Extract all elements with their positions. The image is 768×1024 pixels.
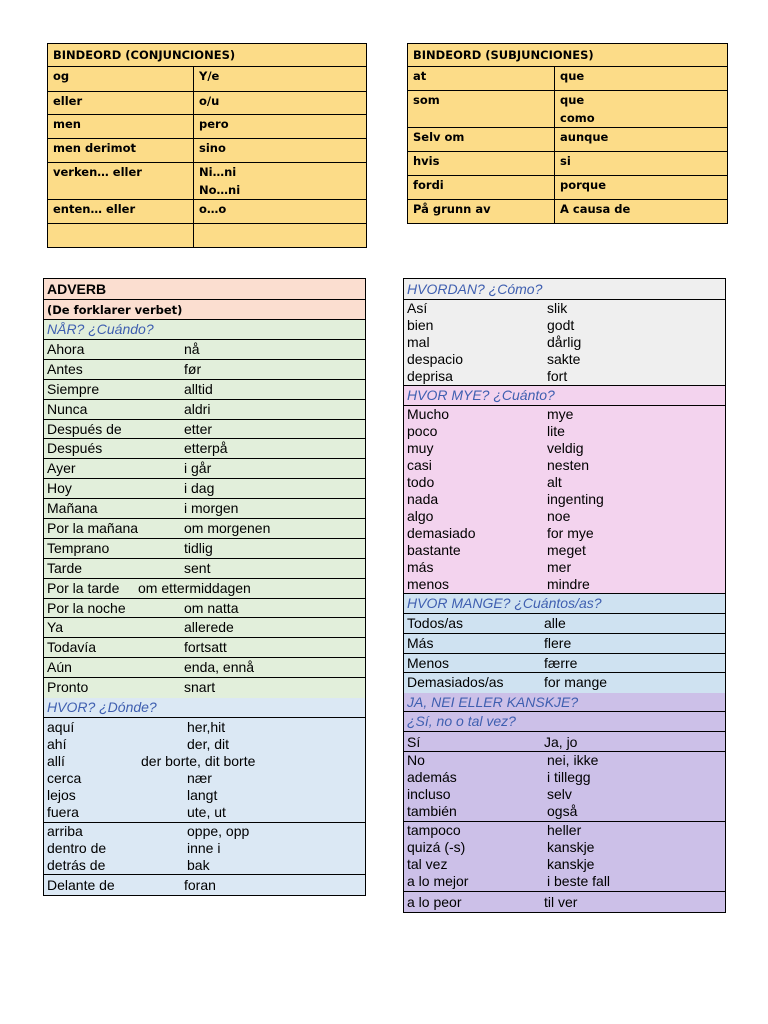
list-item: [407, 873, 722, 890]
term-no: der, dit: [187, 736, 230, 753]
term-no: slik: [547, 300, 568, 316]
list-item: [407, 576, 722, 593]
subjunctions-row: [408, 67, 728, 91]
term-es: Antes: [47, 360, 83, 377]
list-item: [44, 638, 365, 658]
conjunctions-row: [48, 92, 367, 115]
term-es: a lo mejor: [407, 873, 469, 890]
subjunctions-no-cell: [408, 200, 555, 224]
yesno-si-row: [404, 732, 725, 752]
list-item: [407, 822, 722, 839]
list-item: [404, 614, 725, 634]
term-es: poco: [407, 423, 438, 439]
subjunctions-es-text: porque: [560, 178, 607, 192]
where-block-2: [44, 823, 365, 875]
list-item: [407, 525, 722, 542]
term-es: menos: [407, 576, 450, 592]
subjunctions-no-text: fordi: [413, 178, 444, 192]
yesno-last-row: [404, 892, 725, 912]
list-item: [407, 457, 722, 474]
subjunctions-no-cell: [408, 67, 555, 91]
term-es: todo: [407, 474, 435, 490]
term-no: før: [184, 360, 202, 377]
conjunctions-no-text: og: [53, 69, 70, 83]
list-item: [407, 406, 722, 423]
term-es: algo: [407, 508, 434, 524]
term-no: mindre: [547, 576, 590, 592]
yesno-si-es: Sí: [407, 734, 421, 751]
howmuch-header: HVOR MYE? ¿Cuánto?: [404, 386, 725, 406]
howmany-header: HVOR MANGE? ¿Cuántos/as?: [404, 594, 725, 614]
subjunctions-es-text: A causa de: [560, 202, 631, 216]
term-es: Ayer: [47, 460, 76, 477]
conjunctions-es-cell: [194, 67, 367, 92]
term-no: ingenting: [547, 491, 604, 507]
term-es: Así: [407, 300, 428, 316]
term-es: Siempre: [47, 380, 100, 397]
term-no: nå: [184, 341, 200, 357]
term-es: Mucho: [407, 406, 450, 422]
term-no: enda, ennå: [184, 659, 255, 676]
conjunctions-es-text: sino: [199, 141, 226, 155]
list-item: [404, 634, 725, 654]
term-es: Por la tarde: [47, 579, 120, 596]
list-item: [407, 300, 722, 317]
subjunctions-no-text: hvis: [413, 154, 440, 168]
term-no: godt: [547, 317, 575, 333]
list-item: [407, 856, 722, 873]
conjunctions-no-cell: [48, 92, 194, 115]
term-es: incluso: [407, 786, 451, 803]
term-es: Nunca: [47, 400, 88, 417]
term-no: kanskje: [547, 839, 595, 856]
term-es: Todavía: [47, 639, 97, 656]
conjunctions-row: [48, 139, 367, 163]
yesno-si-no: Ja, jo: [544, 734, 578, 751]
subjunctions-row: [408, 152, 728, 176]
conjunctions-es-cell: [194, 224, 367, 248]
list-item: [407, 839, 722, 856]
list-item: [44, 439, 365, 459]
list-item: [44, 459, 365, 479]
term-es: Aún: [47, 659, 72, 676]
term-no: fort: [547, 368, 568, 384]
term-es: Después de: [47, 420, 122, 437]
term-no: nei, ikke: [547, 752, 599, 769]
list-item: [47, 770, 362, 787]
when-header: NÅR? ¿Cuándo?: [44, 320, 365, 340]
list-item: [44, 400, 365, 420]
howmuch-block: [404, 406, 725, 594]
conjunctions-es-text: o/u: [199, 94, 220, 108]
term-no: oppe, opp: [187, 823, 250, 840]
conjunctions-no-cell: [48, 163, 194, 200]
subjunctions-es-cell: [555, 200, 728, 224]
subjunctions-row: [408, 91, 728, 128]
conjunctions-es-cell: [194, 163, 367, 200]
conjunctions-row: [48, 163, 367, 200]
term-es: ahí: [47, 736, 67, 753]
list-item: [407, 752, 722, 769]
where-last-no: foran: [184, 877, 216, 894]
term-es: tampoco: [407, 822, 461, 839]
list-item: [407, 334, 722, 351]
term-no: fortsatt: [184, 639, 227, 656]
term-es: Ya: [47, 619, 64, 636]
term-es: Tarde: [47, 559, 83, 576]
term-es: dentro de: [47, 840, 107, 857]
list-item: [44, 340, 365, 360]
list-item: [407, 474, 722, 491]
subjunctions-row: [408, 200, 728, 224]
conjunctions-no-cell: [48, 200, 194, 224]
list-item: [404, 654, 725, 674]
term-no: lite: [547, 423, 565, 439]
term-no: etter: [184, 420, 213, 437]
list-item: [407, 368, 722, 385]
conjunctions-no-text: verken… eller: [53, 165, 142, 179]
list-item: [47, 753, 362, 770]
list-item: [407, 491, 722, 508]
adverb-list-right: [403, 278, 726, 913]
conjunctions-no-cell: [48, 139, 194, 163]
list-item: [44, 559, 365, 579]
term-no: noe: [547, 508, 571, 524]
adverb-subtitle: (De forklarer verbet): [44, 300, 365, 320]
term-es: Después: [47, 440, 103, 457]
yesno-block-1: [404, 752, 725, 822]
list-item: [44, 380, 365, 400]
list-item: [47, 736, 362, 753]
list-item: [44, 519, 365, 539]
term-es: Mañana: [47, 500, 98, 517]
term-no: også: [547, 803, 578, 820]
term-no: aldri: [184, 400, 211, 417]
subjunctions-no-text: På grunn av: [413, 202, 491, 216]
term-es: arriba: [47, 823, 83, 840]
subjunctions-es-text: que: [560, 93, 585, 107]
conjunctions-no-text: eller: [53, 94, 83, 108]
term-es: Todos/as: [407, 615, 464, 631]
list-item: [407, 317, 722, 334]
subjunctions-es-cell: [555, 91, 728, 128]
yesno-header-1: JA, NEI ELLER KANSKJE?: [404, 693, 725, 712]
conjunctions-no-cell: [48, 67, 194, 92]
list-item: [44, 360, 365, 380]
subjunctions-row: [408, 128, 728, 152]
subjunctions-es-text: que: [560, 69, 585, 83]
term-es: lejos: [47, 787, 76, 804]
subjunctions-es-text: aunque: [560, 130, 609, 144]
term-no: færre: [544, 654, 578, 671]
list-item: [407, 351, 722, 368]
term-es: muy: [407, 440, 434, 456]
term-no: nær: [187, 770, 212, 787]
term-es: Demasiados/as: [407, 674, 504, 691]
term-no: her,hit: [187, 719, 226, 736]
term-es: Pronto: [47, 679, 89, 696]
list-item: [407, 559, 722, 576]
term-no: alle: [544, 615, 566, 631]
subjunctions-es-text: como: [560, 111, 595, 125]
adverb-title: ADVERB: [44, 279, 365, 300]
list-item: [407, 542, 722, 559]
list-item: [47, 840, 362, 857]
term-es: casi: [407, 457, 432, 473]
subjunctions-no-text: at: [413, 69, 427, 83]
term-es: No: [407, 752, 425, 769]
term-no: mye: [547, 406, 574, 422]
term-es: bastante: [407, 542, 461, 558]
term-es: tal vez: [407, 856, 448, 873]
term-no: selv: [547, 786, 572, 803]
conjunctions-row: [48, 224, 367, 248]
conjunctions-es-cell: [194, 115, 367, 139]
term-no: kanskje: [547, 856, 595, 873]
conjunctions-row: [48, 200, 367, 224]
term-es: cerca: [47, 770, 82, 787]
list-item: [44, 599, 365, 619]
conjunctions-table: [47, 43, 367, 248]
conjunctions-row: [48, 115, 367, 139]
term-no: alt: [547, 474, 562, 490]
term-es: además: [407, 769, 457, 786]
conjunctions-es-text: o…o: [199, 202, 227, 216]
term-es: Hoy: [47, 480, 72, 497]
list-item: [47, 787, 362, 804]
subjunctions-no-cell: [408, 128, 555, 152]
subjunctions-no-text: som: [413, 93, 440, 107]
term-no: i morgen: [184, 500, 239, 517]
term-no: veldig: [547, 440, 584, 456]
conjunctions-es-text: pero: [199, 117, 229, 131]
subjunctions-es-cell: [555, 67, 728, 91]
list-item: [44, 678, 365, 698]
term-no: sakte: [547, 351, 581, 367]
conjunctions-no-cell: [48, 224, 194, 248]
term-no: om ettermiddagen: [138, 579, 251, 596]
list-item: [44, 618, 365, 638]
subjunctions-no-text: Selv om: [413, 130, 465, 144]
term-no: flere: [544, 634, 572, 651]
yesno-block-2: [404, 822, 725, 892]
term-es: también: [407, 803, 457, 820]
subjunctions-table: [407, 43, 728, 224]
term-no: for mange: [544, 674, 608, 691]
term-no: nesten: [547, 457, 590, 473]
term-es: allí: [47, 753, 65, 770]
term-no: der borte, dit borte: [141, 753, 256, 770]
term-no: om natta: [184, 599, 239, 616]
list-item: [407, 440, 722, 457]
term-es: demasiado: [407, 525, 476, 541]
list-item: [44, 499, 365, 519]
conjunctions-es-cell: [194, 92, 367, 115]
term-es: Por la mañana: [47, 520, 139, 537]
conjunctions-header: BINDEORD (CONJUNCIONES): [48, 44, 367, 67]
term-es: Ahora: [47, 341, 85, 357]
where-header: HVOR? ¿Dónde?: [44, 698, 365, 718]
term-es: despacio: [407, 351, 464, 367]
term-no: bak: [187, 857, 210, 874]
term-no: i går: [184, 460, 212, 477]
list-item: [407, 803, 722, 820]
term-es: fuera: [47, 804, 79, 821]
term-no: i tillegg: [547, 769, 591, 786]
subjunctions-es-cell: [555, 128, 728, 152]
term-no: etterpå: [184, 440, 228, 457]
subjunctions-row: [408, 176, 728, 200]
term-no: i beste fall: [547, 873, 611, 890]
list-item: [407, 423, 722, 440]
term-no: tidlig: [184, 539, 213, 556]
list-item: [47, 804, 362, 821]
where-last-row: [44, 875, 365, 895]
term-no: alltid: [184, 380, 213, 397]
term-no: om morgenen: [184, 520, 271, 537]
yesno-last-es: a lo peor: [407, 894, 462, 911]
list-item: [44, 579, 365, 599]
where-last-es: Delante de: [47, 877, 115, 894]
conjunctions-es-text: Y/e: [199, 69, 220, 83]
list-item: [404, 673, 725, 693]
where-block-1: [44, 718, 365, 823]
conjunctions-no-text: men derimot: [53, 141, 136, 155]
yesno-last-no: til ver: [544, 894, 578, 911]
conjunctions-es-cell: [194, 200, 367, 224]
term-no: ute, ut: [187, 804, 226, 821]
term-no: sent: [184, 559, 211, 576]
adverb-list: [43, 278, 366, 896]
term-es: Más: [407, 634, 434, 651]
term-no: heller: [547, 822, 582, 839]
term-no: inne i: [187, 840, 221, 857]
subjunctions-no-cell: [408, 176, 555, 200]
yesno-header-2: ¿Sí, no o tal vez?: [404, 712, 725, 732]
term-es: bien: [407, 317, 434, 333]
subjunctions-es-cell: [555, 176, 728, 200]
conjunctions-es-text: No…ni: [199, 183, 241, 197]
conjunctions-no-cell: [48, 115, 194, 139]
conjunctions-es-cell: [194, 139, 367, 163]
term-es: nada: [407, 491, 439, 507]
list-item: [47, 823, 362, 840]
list-item: [44, 420, 365, 440]
conjunctions-no-text: enten… eller: [53, 202, 136, 216]
term-es: detrás de: [47, 857, 106, 874]
list-item: [44, 658, 365, 678]
subjunctions-es-cell: [555, 152, 728, 176]
term-no: dårlig: [547, 334, 582, 350]
term-no: langt: [187, 787, 218, 804]
term-es: aquí: [47, 719, 75, 736]
term-no: for mye: [547, 525, 594, 541]
term-no: snart: [184, 679, 216, 696]
list-item: [47, 857, 362, 874]
term-es: deprisa: [407, 368, 453, 384]
list-item: [407, 786, 722, 803]
term-es: Menos: [407, 654, 450, 671]
list-item: [407, 769, 722, 786]
term-es: Temprano: [47, 539, 110, 556]
list-item: [44, 479, 365, 499]
list-item: [44, 539, 365, 559]
subjunctions-header: BINDEORD (SUBJUNCIONES): [408, 44, 728, 67]
subjunctions-no-cell: [408, 91, 555, 128]
term-es: Por la noche: [47, 599, 126, 616]
subjunctions-es-text: si: [560, 154, 571, 168]
subjunctions-no-cell: [408, 152, 555, 176]
list-item: [407, 508, 722, 525]
term-no: meget: [547, 542, 586, 558]
conjunctions-no-text: men: [53, 117, 81, 131]
term-no: i dag: [184, 480, 215, 497]
term-no: allerede: [184, 619, 234, 636]
how-header: HVORDAN? ¿Cómo?: [404, 279, 725, 300]
term-es: más: [407, 559, 434, 575]
how-block: [404, 300, 725, 386]
term-no: mer: [547, 559, 572, 575]
list-item: [47, 719, 362, 736]
conjunctions-es-text: Ni…ni: [199, 165, 237, 179]
term-es: quizá (-s): [407, 839, 466, 856]
term-es: mal: [407, 334, 430, 350]
conjunctions-row: [48, 67, 367, 92]
